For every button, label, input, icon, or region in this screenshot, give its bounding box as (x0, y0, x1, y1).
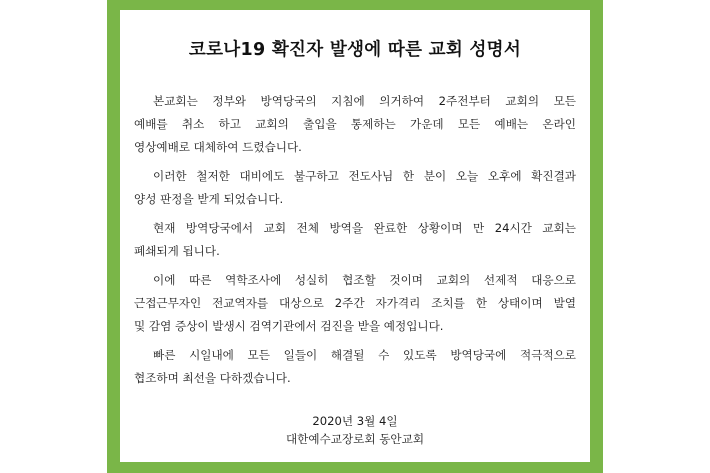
paragraph-line: 협조하며 최선을 다하겠습니다. (134, 371, 291, 385)
paragraph-line: 현재 방역당국에서 교회 전체 방역을 완료한 상황이며 만 24시간 교회는 (153, 221, 576, 235)
statement-paper (120, 10, 590, 462)
paragraph-4 (134, 269, 576, 338)
paragraph-line: 빠른 시일내에 모든 일들이 해결될 수 있도록 방역당국에 적극적으로 (153, 348, 576, 362)
green-border-frame (107, 0, 603, 473)
paragraph-line: 이러한 철저한 대비에도 불구하고 전도사님 한 분이 오늘 오후에 확진결과 (153, 169, 576, 183)
statement-body (134, 90, 576, 396)
paragraph-line: 영상예배로 대체하여 드렸습니다. (134, 140, 302, 154)
issuer-name: 대한예수교장로회 동안교회 (285, 432, 425, 446)
paragraph-line: 본교회는 정부와 방역당국의 지침에 의거하여 2주전부터 교회의 모든 (153, 94, 576, 108)
paragraph-3 (134, 217, 576, 263)
statement-date: 2020년 3월 4일 (312, 414, 398, 428)
paragraph-line: 근접근무자인 전교역자를 대상으로 2주간 자가격리 조치를 한 상태이며 발열 (134, 296, 576, 310)
paragraph-2 (134, 165, 576, 211)
paragraph-line: 및 감염 증상이 발생시 검역기관에서 검진을 받을 예정입니다. (134, 319, 444, 333)
paragraph-5 (134, 344, 576, 390)
paragraph-line: 이에 따른 역학조사에 성실히 협조할 것이며 교회의 선제적 대응으로 (153, 273, 576, 287)
paragraph-1 (134, 90, 576, 159)
paragraph-line: 폐쇄되게 됩니다. (134, 244, 220, 258)
paragraph-line: 양성 판정을 받게 되었습니다. (134, 192, 284, 206)
document-title: 코로나19 확진자 발생에 따른 교회 성명서 (188, 40, 522, 60)
signature-block (120, 412, 590, 448)
paragraph-line: 예배를 취소 하고 교회의 출입을 통제하는 가운데 모든 예배는 온라인 (134, 117, 576, 131)
